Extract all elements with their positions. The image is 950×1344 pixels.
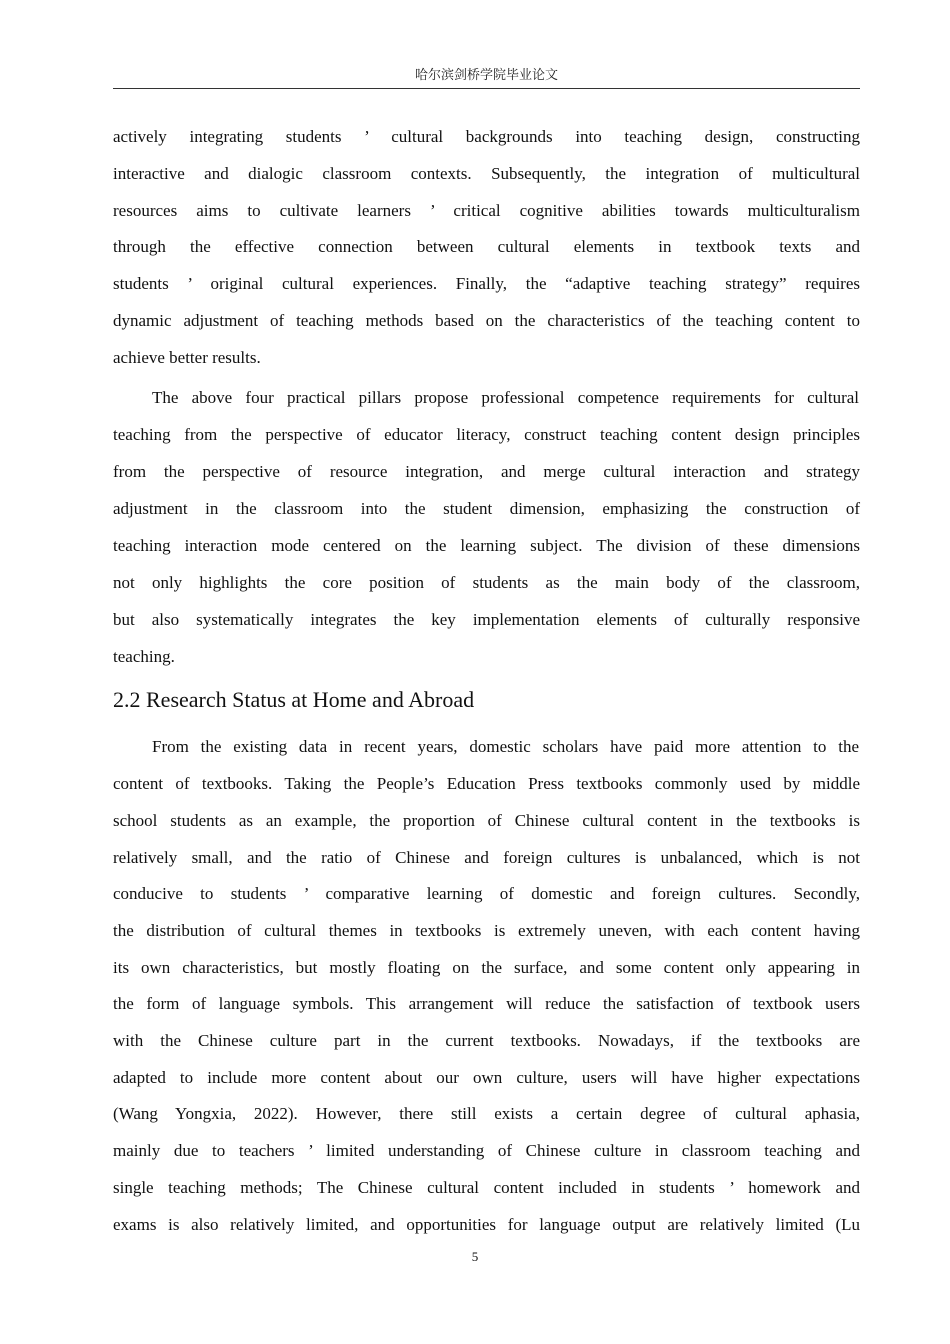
text-line: From the existing data in recent years, domestic scholars have paid more attention to the: [152, 737, 859, 756]
text-line: the form of language symbols. This arrangement will reduce the satisfaction of textbook users: [113, 994, 860, 1013]
text-line: from the perspective of resource integration, and merge cultural interaction and strategy: [113, 462, 860, 481]
text-line: achieve better results.: [113, 348, 261, 367]
text-line: school students as an example, the proportion of Chinese cultural content in the textbooks is: [113, 811, 860, 830]
text-line: through the effective connection between cultural elements in textbook texts and: [113, 237, 860, 256]
text-line: adapted to include more content about our own culture, users will have higher expectations: [113, 1068, 860, 1087]
text-line: mainly due to teachers ’ limited understanding of Chinese culture in classroom teaching and: [113, 1141, 860, 1160]
text-line: resources aims to cultivate learners ’ critical cognitive abilities towards multiculturalism: [113, 201, 860, 220]
text-line: teaching.: [113, 647, 175, 666]
text-line: dynamic adjustment of teaching methods based on the characteristics of the teaching content to: [113, 311, 860, 330]
text-line: not only highlights the core position of students as the main body of the classroom,: [113, 573, 860, 592]
text-line: The above four practical pillars propose professional competence requirements for cultural: [152, 388, 859, 407]
header-rule: [113, 88, 860, 89]
section-heading: 2.2 Research Status at Home and Abroad: [113, 687, 475, 712]
text-line: teaching from the perspective of educator literacy, construct teaching content design principles: [113, 425, 860, 444]
text-line: interactive and dialogic classroom contexts. Subsequently, the integration of multicultural: [113, 164, 860, 183]
page-number: 5: [471, 1249, 479, 1264]
page-header-title: 哈尔滨剑桥学院毕业论文: [414, 67, 558, 82]
text-line: single teaching methods; The Chinese cultural content included in students ’ homework and: [113, 1178, 860, 1197]
text-line: with the Chinese culture part in the current textbooks. Nowadays, if the textbooks are: [113, 1031, 860, 1050]
text-line: teaching interaction mode centered on the learning subject. The division of these dimensions: [113, 536, 860, 555]
text-line: its own characteristics, but mostly floating on the surface, and some content only appearing in: [113, 958, 860, 977]
text-line: the distribution of cultural themes in textbooks is extremely uneven, with each content having: [113, 921, 860, 940]
text-line: conducive to students ’ comparative learning of domestic and foreign cultures. Secondly,: [113, 884, 860, 903]
text-line: (Wang Yongxia, 2022). However, there still exists a certain degree of cultural aphasia,: [113, 1104, 860, 1123]
text-line: content of textbooks. Taking the People’s Education Press textbooks commonly used by middle: [113, 774, 860, 793]
text-line: students ’ original cultural experiences. Finally, the “adaptive teaching strategy” requires: [113, 274, 860, 293]
text-line: adjustment in the classroom into the student dimension, emphasizing the construction of: [113, 499, 860, 518]
text-line: exams is also relatively limited, and opportunities for language output are relatively limited (Lu: [113, 1215, 860, 1234]
text-line: actively integrating students ’ cultural backgrounds into teaching design, constructing: [113, 127, 860, 146]
text-line: but also systematically integrates the key implementation elements of culturally responsive: [113, 610, 860, 629]
text-line: relatively small, and the ratio of Chinese and foreign cultures is unbalanced, which is not: [113, 848, 860, 867]
